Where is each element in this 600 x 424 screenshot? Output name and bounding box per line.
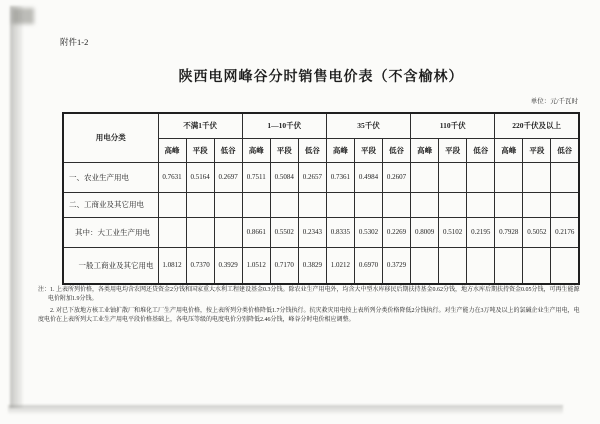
price-cell: 0.8009 [411,217,439,247]
price-cell [551,162,579,192]
note-2: 2. 对已下放地方核工业铀扩散厂和堆化工厂生产用电价格，按上表所列分类价格降低1.7分钱执行。抗灾救灾用电按上表所列分类价格降低2分钱执行。对生产能力在3万吨及以上的氯碱企业生产用电，电度电价在上表所列大工业生产用电平段价格基础上，各电压等级的电度电价分别降低2.46分钱，峰谷分时电价相应调整。 [38,308,580,324]
price-cell [411,192,439,217]
price-cell [214,217,242,247]
price-cell: 0.2343 [298,217,326,247]
price-cell: 0.2176 [551,217,579,247]
header-valley: 低谷 [214,138,242,162]
price-cell [467,247,495,284]
price-cell: 0.2195 [467,217,495,247]
row-label: 一般工商业及其它用电 [63,247,158,284]
header-peak: 高峰 [411,138,439,162]
header-usage-category: 用电分类 [63,113,158,162]
price-cell [270,192,298,217]
price-cell: 0.7928 [495,217,523,247]
price-cell [523,247,551,284]
header-voltage-220kv: 220千伏及以上 [495,113,579,138]
price-cell [214,192,242,217]
price-cell [495,162,523,192]
price-cell [439,192,467,217]
price-cell: 0.8661 [242,217,270,247]
row-general-industrial-commercial [63,247,579,284]
price-cell [523,192,551,217]
footnotes [38,286,585,325]
header-peak: 高峰 [242,138,270,162]
price-cell [186,217,214,247]
price-cell: 0.2697 [214,162,242,192]
row-label: 二、工商业及其它用电 [63,192,158,217]
header-flat: 平段 [523,138,551,162]
row-agricultural [63,162,579,192]
price-cell: 0.3829 [298,247,326,284]
price-cell [467,162,495,192]
attachment-label: 附件1-2 [60,37,89,47]
price-cell [467,192,495,217]
header-peak: 高峰 [495,138,523,162]
header-peak: 高峰 [326,138,354,162]
price-cell [326,192,354,217]
price-cell: 0.8335 [326,217,354,247]
price-cell [551,247,579,284]
price-cell [242,192,270,217]
note-1: 注：1. 上表所列价格，各类用电均含农网还贷资金2分钱和国家重大水利工程建设基金0.3分钱。除农业生产用电外，均含大中型水库移民后期扶持基金0.62分钱，地方水库后期扶持资金0.05分钱，可再生能源电价附加1.9分钱。 [38,287,580,302]
price-cell [495,192,523,217]
price-cell: 0.5302 [354,217,382,247]
header-voltage-under1kv: 不满1千伏 [158,113,242,138]
price-cell [383,192,411,217]
scan-shadow-corner [12,8,34,24]
price-cell [158,217,186,247]
row-large-industry [63,217,579,247]
price-cell: 0.7511 [242,162,270,192]
price-cell: 1.0512 [242,247,270,284]
scan-shadow-left [10,6,23,408]
price-cell: 0.5084 [270,162,298,192]
price-cell: 1.0212 [326,247,354,284]
price-cell [298,192,326,217]
price-cell [495,247,523,284]
header-flat: 平段 [186,138,214,162]
price-cell: 0.2269 [383,217,411,247]
header-peak: 高峰 [158,138,186,162]
header-flat: 平段 [354,138,382,162]
price-cell: 0.7370 [186,247,214,284]
price-cell: 0.5052 [523,217,551,247]
price-cell: 0.6970 [354,247,382,284]
price-cell [411,162,439,192]
price-cell [551,192,579,217]
price-cell: 0.3929 [214,247,242,284]
page-title: 陕西电网峰谷分时销售电价表（不含榆林） [178,70,464,85]
price-cell: 0.5502 [270,217,298,247]
unit-note: 单位：元/千瓦时 [530,98,578,105]
price-cell [158,192,186,217]
price-cell: 0.5164 [186,162,214,192]
price-cell: 1.0812 [158,247,186,284]
price-cell: 0.3729 [383,247,411,284]
price-table [62,112,580,285]
price-cell: 0.7631 [158,162,186,192]
price-cell [186,192,214,217]
header-valley: 低谷 [383,138,411,162]
row-industrial-commercial-section [63,192,579,217]
header-voltage-1-10kv: 1—10千伏 [242,113,326,138]
price-cell: 0.5102 [439,217,467,247]
price-cell: 0.2657 [298,162,326,192]
header-flat: 平段 [270,138,298,162]
price-cell: 0.4984 [354,162,382,192]
price-cell [439,247,467,284]
header-voltage-110kv: 110千伏 [411,113,495,138]
header-valley: 低谷 [298,138,326,162]
price-cell [439,162,467,192]
scan-shadow-bottom [8,405,563,414]
header-valley: 低谷 [467,138,495,162]
price-cell [354,192,382,217]
price-cell: 0.2607 [383,162,411,192]
header-group-row [63,113,579,138]
price-cell [411,247,439,284]
row-label: 一、农业生产用电 [63,162,158,192]
header-valley: 低谷 [551,138,579,162]
header-flat: 平段 [439,138,467,162]
price-cell [523,162,551,192]
row-label: 其中：大工业生产用电 [63,217,158,247]
price-cell: 0.7170 [270,247,298,284]
header-voltage-35kv: 35千伏 [326,113,410,138]
price-cell: 0.7361 [326,162,354,192]
